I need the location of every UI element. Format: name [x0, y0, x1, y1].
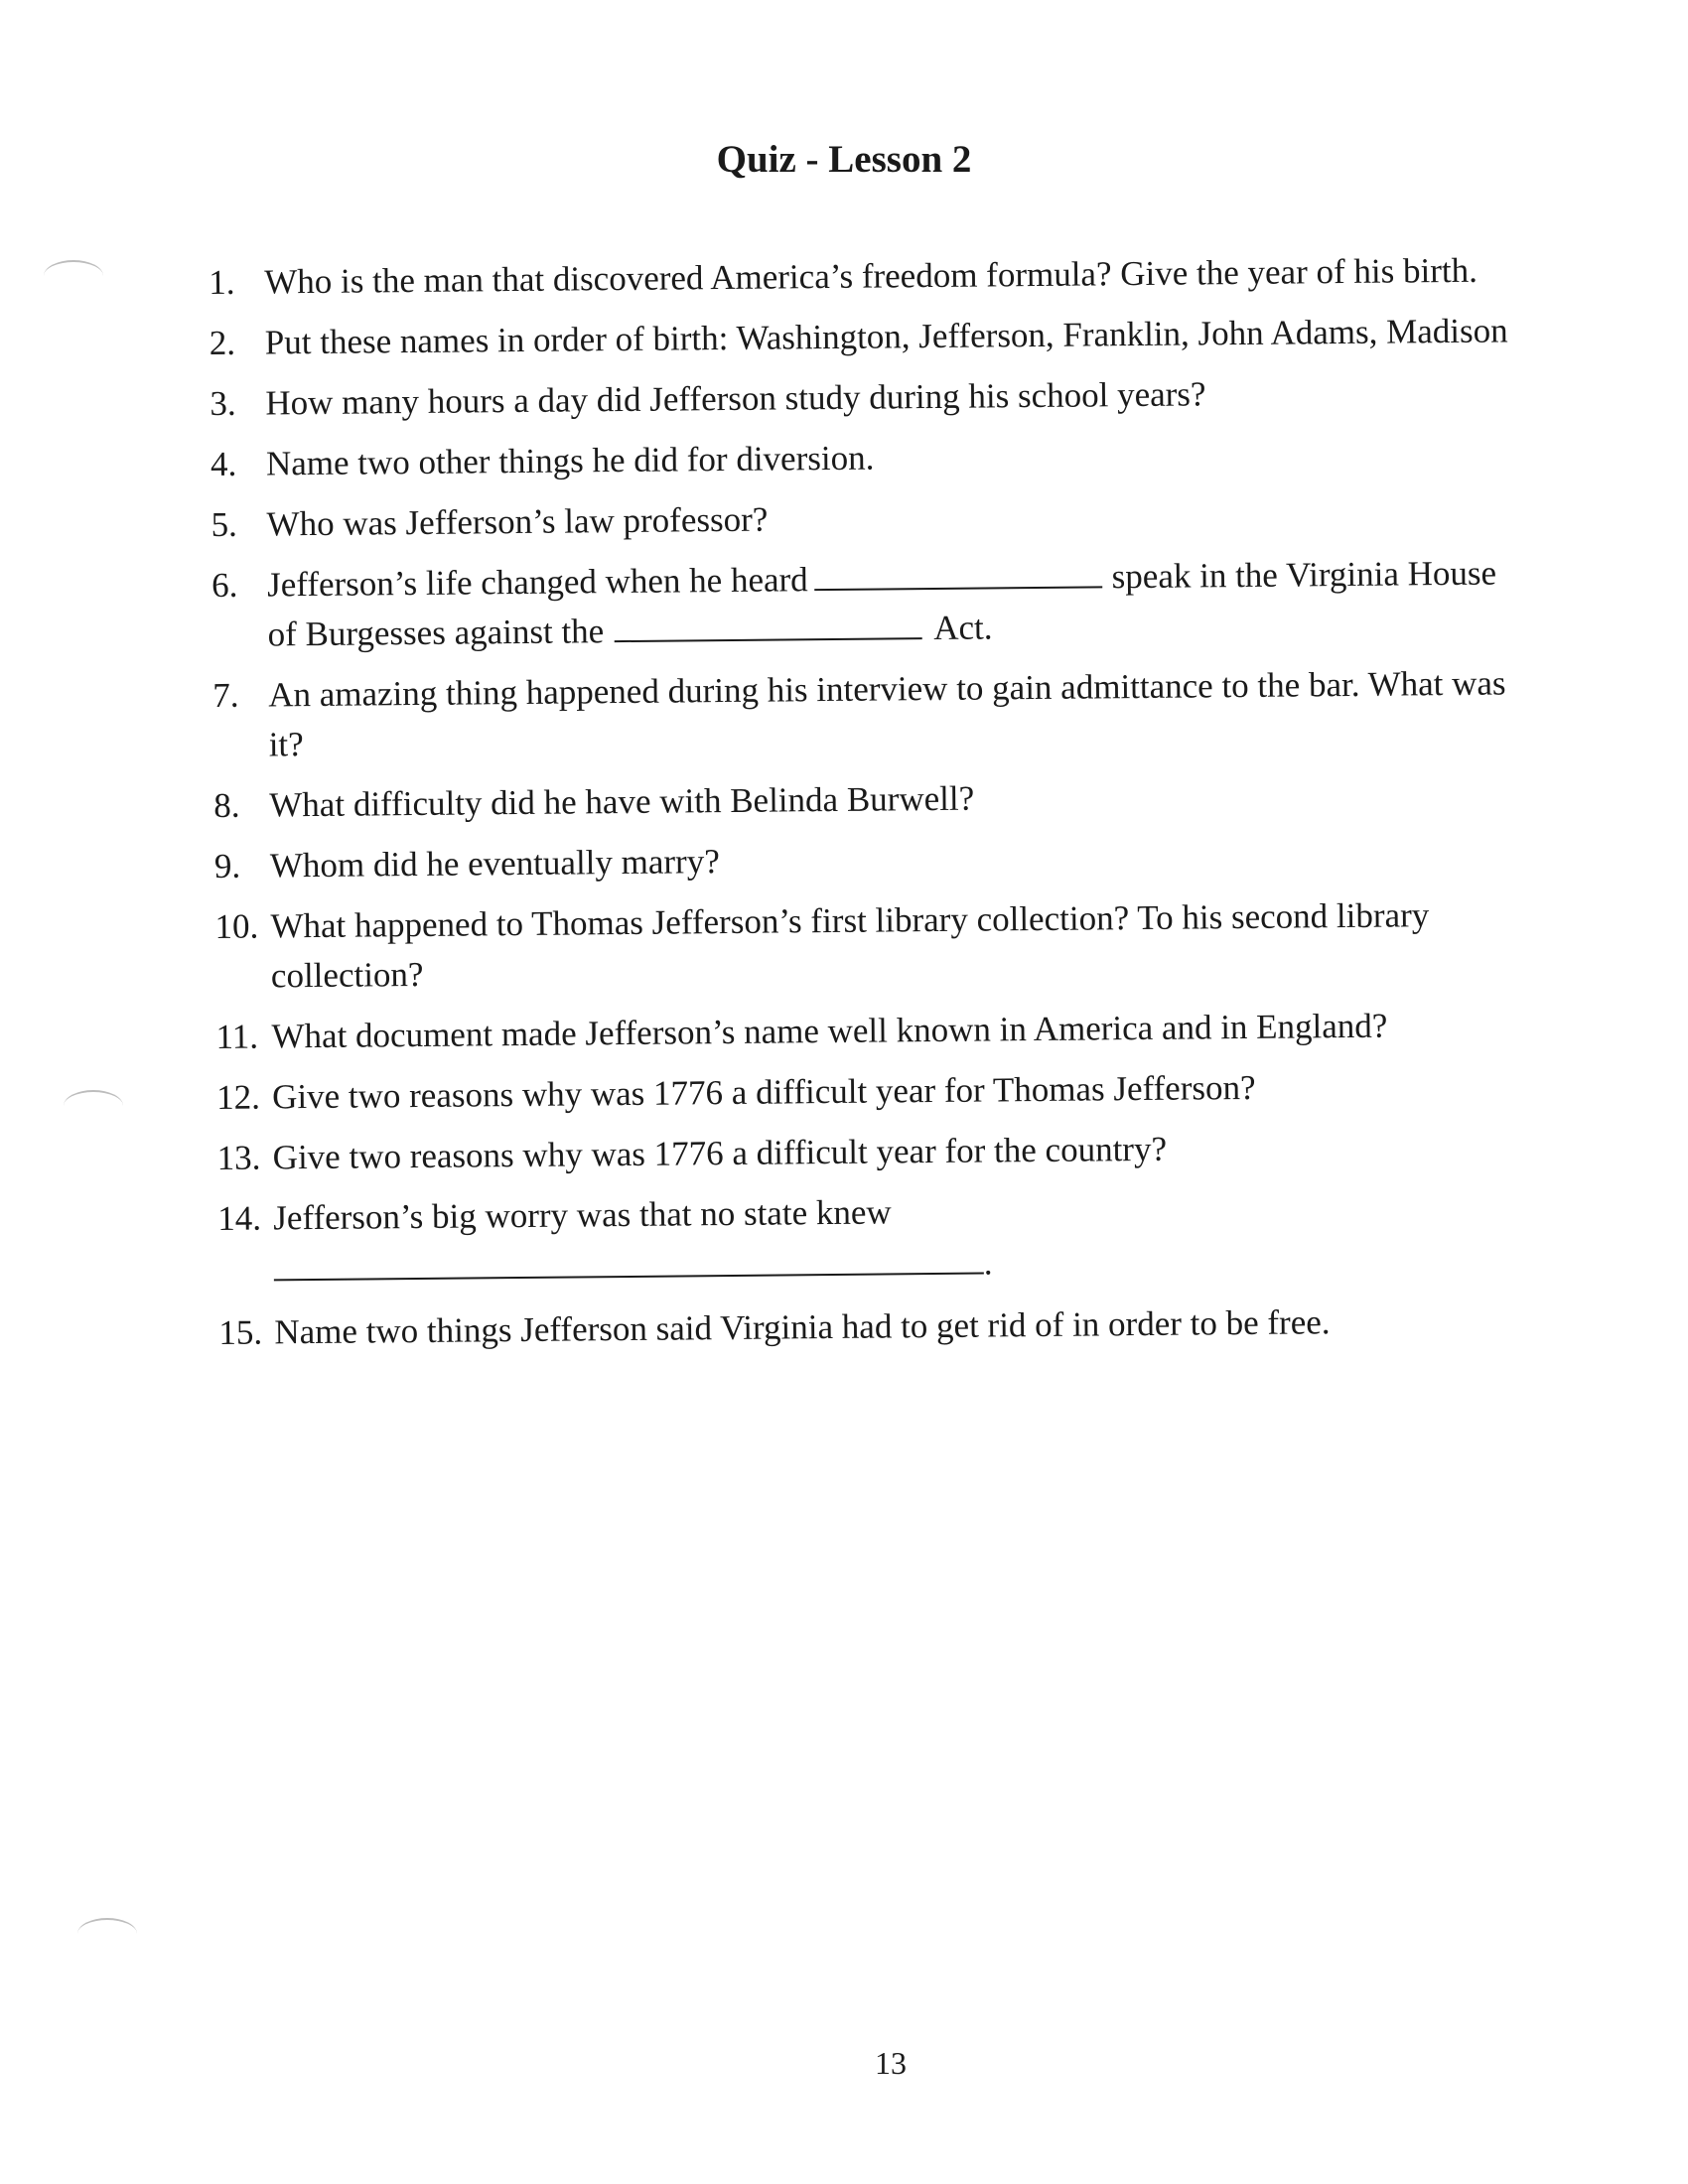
- question-5: [211, 487, 1521, 550]
- question-4: [211, 427, 1521, 489]
- question-number: 4.: [210, 444, 237, 483]
- question-text: Name two things Jefferson said Virginia had to get rid of in order to be free.: [274, 1302, 1331, 1352]
- question-number: 10.: [214, 906, 259, 946]
- question-text: Jefferson’s big worry was that no state knew: [273, 1192, 892, 1238]
- question-11: [215, 1000, 1526, 1062]
- question-number: 15.: [218, 1312, 263, 1352]
- answer-blank-act[interactable]: [614, 608, 921, 642]
- question-list: [209, 245, 1530, 1369]
- question-15: [218, 1296, 1529, 1358]
- question-number: 3.: [210, 383, 236, 423]
- question-2: [210, 306, 1520, 368]
- question-12: [216, 1060, 1527, 1123]
- question-number: 12.: [215, 1077, 261, 1117]
- page-title: Quiz - Lesson 2: [716, 138, 972, 181]
- question-9: [214, 829, 1525, 891]
- question-1: [209, 245, 1519, 308]
- question-13: [216, 1121, 1527, 1183]
- question-7: [212, 658, 1524, 770]
- question-text: Who is the man that discovered America’s freedom formula? Give the year of his birth.: [264, 250, 1478, 302]
- question-number: 7.: [212, 675, 239, 715]
- question-3: [210, 366, 1520, 429]
- question-number: 14.: [217, 1198, 262, 1238]
- question-text: An amazing thing happened during his interview to gain admittance to the bar. What was it?: [268, 663, 1506, 764]
- question-text: What difficulty did he have with Belinda Burwell?: [269, 778, 975, 825]
- question-text-part: Jefferson’s life changed when he heard: [266, 560, 808, 605]
- question-text-part: Act.: [933, 608, 993, 648]
- question-8: [213, 768, 1524, 831]
- question-text: What happened to Thomas Jefferson’s first library collection? To his second library collection?: [270, 895, 1430, 996]
- question-text-part: speak in the Virginia House of Burgesses against the: [267, 553, 1497, 654]
- punch-hole-mark: [77, 1918, 137, 1950]
- question-number: 11.: [215, 1017, 259, 1056]
- question-text: Give two reasons why was 1776 a difficult year for the country?: [272, 1129, 1168, 1177]
- question-14: [217, 1181, 1529, 1297]
- answer-line-row: [274, 1231, 1529, 1297]
- question-number: 1.: [209, 262, 235, 302]
- question-6: [211, 548, 1523, 660]
- answer-blank-worry[interactable]: [274, 1243, 984, 1282]
- question-text: Name two other things he did for diversion.: [265, 438, 875, 483]
- page-number: 13: [875, 2045, 907, 2081]
- question-number: 2.: [209, 323, 236, 362]
- question-number: 9.: [213, 846, 241, 886]
- punch-hole-mark: [44, 260, 103, 292]
- answer-line-period: .: [983, 1243, 993, 1283]
- question-text: What document made Jefferson’s name well known in America and in England?: [271, 1006, 1388, 1056]
- question-number: 8.: [213, 785, 240, 825]
- punch-hole-mark: [64, 1090, 123, 1122]
- question-text: Who was Jefferson’s law professor?: [266, 499, 769, 544]
- question-text: Give two reasons why was 1776 a difficult year for Thomas Jefferson?: [271, 1067, 1256, 1117]
- answer-blank-speaker[interactable]: [814, 556, 1102, 591]
- question-text: Whom did he eventually marry?: [269, 842, 720, 886]
- question-10: [214, 889, 1526, 1002]
- question-number: 5.: [211, 504, 238, 544]
- question-number: 6.: [211, 565, 238, 605]
- question-number: 13.: [216, 1138, 261, 1177]
- question-text: How many hours a day did Jefferson study during his school years?: [265, 374, 1206, 423]
- question-text: [267, 548, 1523, 659]
- question-text-block: [273, 1181, 1529, 1297]
- question-text: Put these names in order of birth: Washington, Jefferson, Franklin, John Adams, Madison: [264, 311, 1508, 362]
